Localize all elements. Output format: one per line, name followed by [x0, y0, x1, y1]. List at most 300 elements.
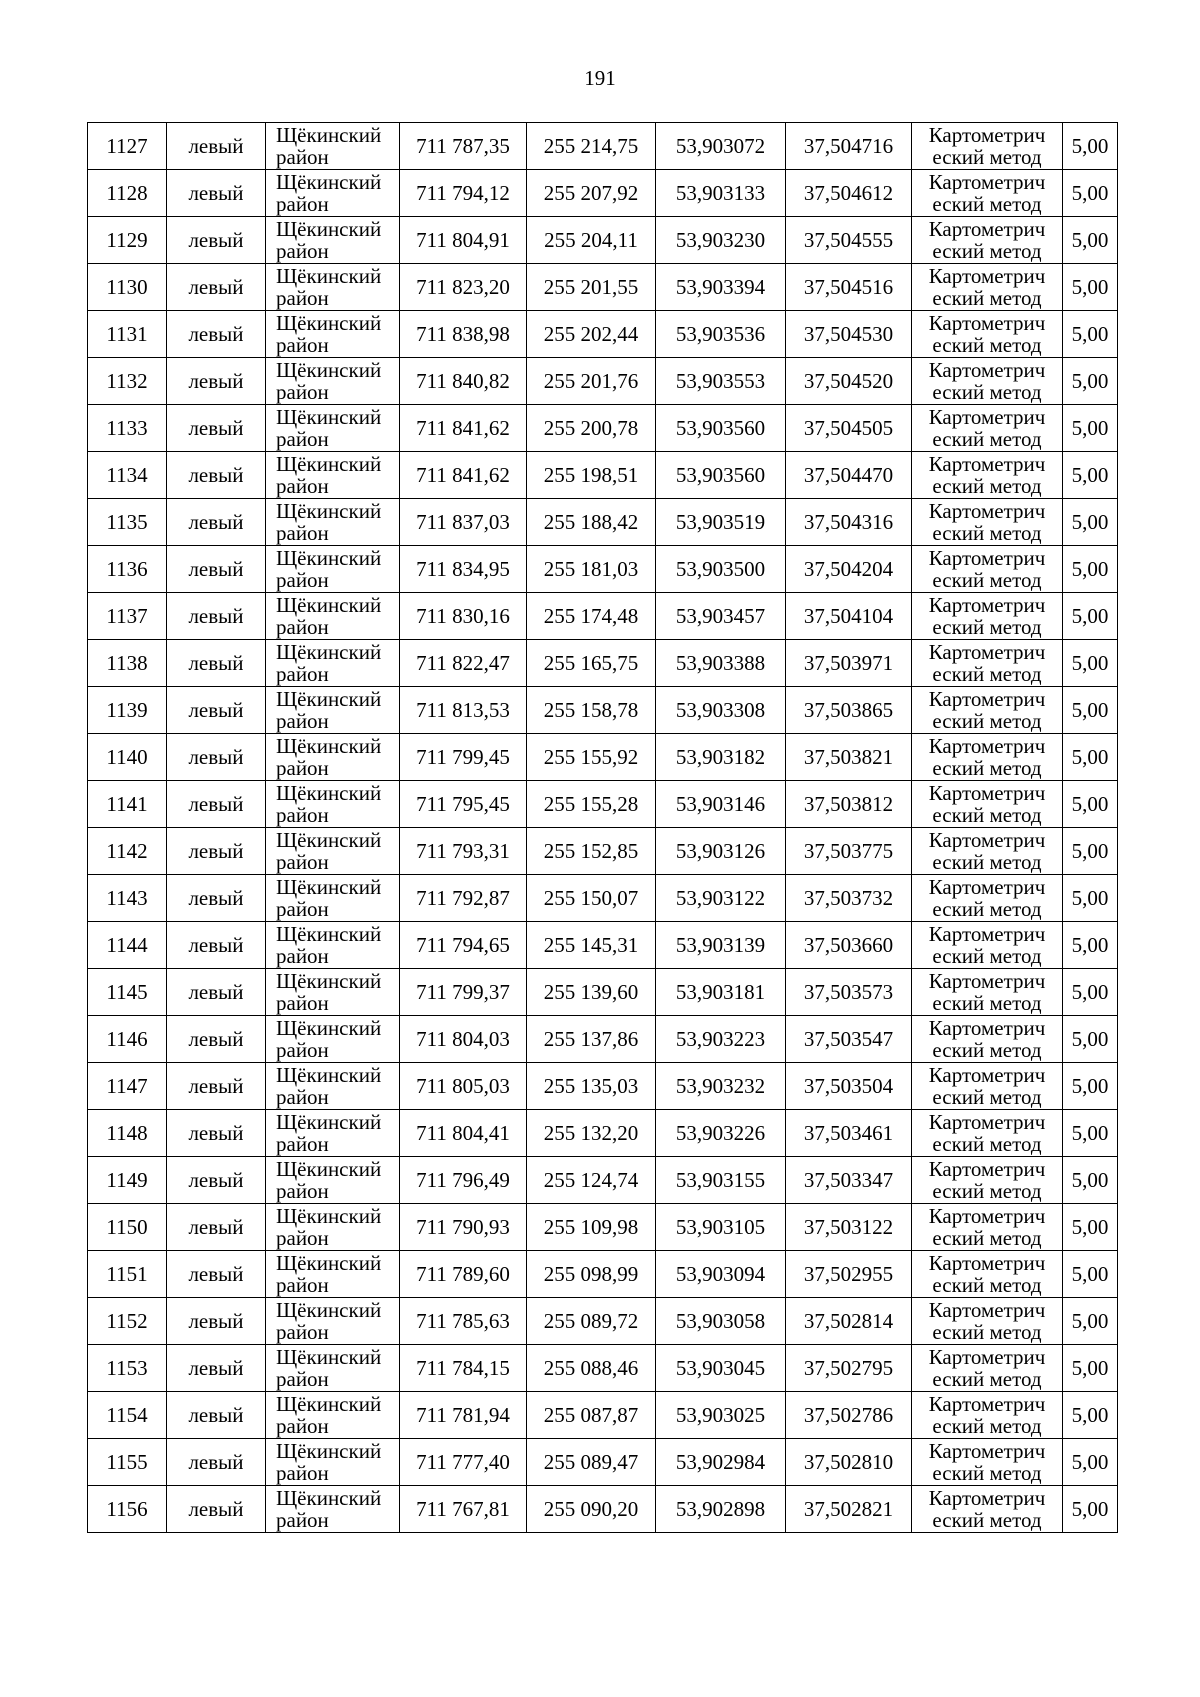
cell-district-line-2: район — [276, 474, 329, 498]
cell-latitude: 53,903308 — [656, 687, 786, 734]
table-row — [88, 593, 1118, 640]
cell-method-line-2: еский метод — [932, 1132, 1042, 1156]
cell-method — [912, 405, 1063, 452]
cell-accuracy: 5,00 — [1063, 123, 1118, 170]
cell-method-line-2: еский метод — [932, 615, 1042, 639]
cell-district-line-2: район — [276, 1508, 329, 1532]
table-row — [88, 1392, 1118, 1439]
cell-y-coordinate: 255 155,92 — [527, 734, 656, 781]
table-row — [88, 1204, 1118, 1251]
cell-district-line-1: Щёкинский — [276, 1016, 382, 1040]
cell-district — [266, 1345, 400, 1392]
cell-accuracy: 5,00 — [1063, 640, 1118, 687]
table-row — [88, 217, 1118, 264]
cell-district — [266, 123, 400, 170]
table-row — [88, 1016, 1118, 1063]
cell-method — [912, 311, 1063, 358]
cell-district-line-1: Щёкинский — [276, 1298, 382, 1322]
page-number: 191 — [584, 66, 616, 90]
cell-side: левый — [167, 311, 266, 358]
cell-method-line-2: еский метод — [932, 427, 1042, 451]
cell-method-line-2: еский метод — [932, 568, 1042, 592]
cell-y-coordinate: 255 135,03 — [527, 1063, 656, 1110]
cell-y-coordinate: 255 202,44 — [527, 311, 656, 358]
cell-accuracy: 5,00 — [1063, 734, 1118, 781]
cell-latitude: 53,903519 — [656, 499, 786, 546]
cell-point-number: 1131 — [88, 311, 167, 358]
cell-district-line-1: Щёкинский — [276, 1204, 382, 1228]
cell-side: левый — [167, 499, 266, 546]
cell-accuracy: 5,00 — [1063, 1251, 1118, 1298]
cell-point-number: 1149 — [88, 1157, 167, 1204]
cell-method-line-1: Картометрич — [928, 640, 1046, 664]
cell-x-coordinate: 711 767,81 — [400, 1486, 527, 1533]
cell-district-line-1: Щёкинский — [276, 1157, 382, 1181]
cell-side: левый — [167, 1251, 266, 1298]
cell-latitude: 53,903025 — [656, 1392, 786, 1439]
cell-x-coordinate: 711 841,62 — [400, 452, 527, 499]
cell-side: левый — [167, 1486, 266, 1533]
cell-x-coordinate: 711 793,31 — [400, 828, 527, 875]
cell-y-coordinate: 255 152,85 — [527, 828, 656, 875]
cell-accuracy: 5,00 — [1063, 264, 1118, 311]
cell-method-line-1: Картометрич — [928, 969, 1046, 993]
cell-district — [266, 1298, 400, 1345]
cell-longitude: 37,502795 — [786, 1345, 912, 1392]
cell-district-line-1: Щёкинский — [276, 687, 382, 711]
cell-side: левый — [167, 452, 266, 499]
cell-latitude: 53,903133 — [656, 170, 786, 217]
cell-district — [266, 1016, 400, 1063]
cell-x-coordinate: 711 837,03 — [400, 499, 527, 546]
cell-side: левый — [167, 123, 266, 170]
cell-point-number: 1145 — [88, 969, 167, 1016]
cell-latitude: 53,903182 — [656, 734, 786, 781]
cell-x-coordinate: 711 813,53 — [400, 687, 527, 734]
cell-longitude: 37,503775 — [786, 828, 912, 875]
cell-district-line-1: Щёкинский — [276, 922, 382, 946]
cell-method-line-1: Картометрич — [928, 922, 1046, 946]
cell-point-number: 1133 — [88, 405, 167, 452]
cell-method-line-2: еский метод — [932, 709, 1042, 733]
cell-accuracy: 5,00 — [1063, 781, 1118, 828]
cell-latitude: 53,903146 — [656, 781, 786, 828]
cell-method — [912, 734, 1063, 781]
cell-method-line-1: Картометрич — [928, 170, 1046, 194]
cell-method — [912, 828, 1063, 875]
cell-method-line-1: Картометрич — [928, 264, 1046, 288]
cell-method — [912, 1204, 1063, 1251]
cell-x-coordinate: 711 838,98 — [400, 311, 527, 358]
cell-x-coordinate: 711 823,20 — [400, 264, 527, 311]
table-row — [88, 1157, 1118, 1204]
cell-method — [912, 123, 1063, 170]
cell-district-line-2: район — [276, 145, 329, 169]
cell-method — [912, 922, 1063, 969]
cell-accuracy: 5,00 — [1063, 875, 1118, 922]
cell-method — [912, 1063, 1063, 1110]
cell-district — [266, 1392, 400, 1439]
cell-district-line-2: район — [276, 239, 329, 263]
cell-point-number: 1142 — [88, 828, 167, 875]
cell-district-line-1: Щёкинский — [276, 499, 382, 523]
cell-method-line-1: Картометрич — [928, 1392, 1046, 1416]
cell-method-line-1: Картометрич — [928, 734, 1046, 758]
cell-district — [266, 781, 400, 828]
cell-y-coordinate: 255 150,07 — [527, 875, 656, 922]
table-row — [88, 311, 1118, 358]
cell-method-line-2: еский метод — [932, 333, 1042, 357]
cell-accuracy: 5,00 — [1063, 828, 1118, 875]
cell-method-line-2: еский метод — [932, 145, 1042, 169]
cell-side: левый — [167, 1016, 266, 1063]
cell-method — [912, 1345, 1063, 1392]
cell-y-coordinate: 255 165,75 — [527, 640, 656, 687]
cell-district-line-2: район — [276, 1226, 329, 1250]
cell-x-coordinate: 711 796,49 — [400, 1157, 527, 1204]
cell-district-line-1: Щёкинский — [276, 358, 382, 382]
cell-longitude: 37,502814 — [786, 1298, 912, 1345]
cell-method-line-1: Картометрич — [928, 1345, 1046, 1369]
cell-longitude: 37,503347 — [786, 1157, 912, 1204]
cell-point-number: 1136 — [88, 546, 167, 593]
cell-y-coordinate: 255 088,46 — [527, 1345, 656, 1392]
cell-district — [266, 593, 400, 640]
cell-method — [912, 875, 1063, 922]
cell-district — [266, 1439, 400, 1486]
cell-y-coordinate: 255 207,92 — [527, 170, 656, 217]
cell-point-number: 1137 — [88, 593, 167, 640]
table-row — [88, 123, 1118, 170]
cell-side: левый — [167, 358, 266, 405]
cell-latitude: 53,903155 — [656, 1157, 786, 1204]
cell-method-line-1: Картометрич — [928, 311, 1046, 335]
cell-district — [266, 922, 400, 969]
cell-x-coordinate: 711 777,40 — [400, 1439, 527, 1486]
cell-x-coordinate: 711 822,47 — [400, 640, 527, 687]
cell-longitude: 37,503732 — [786, 875, 912, 922]
cell-method-line-2: еский метод — [932, 1367, 1042, 1391]
cell-y-coordinate: 255 145,31 — [527, 922, 656, 969]
cell-method-line-2: еский метод — [932, 991, 1042, 1015]
cell-side: левый — [167, 640, 266, 687]
cell-method-line-1: Картометрич — [928, 1016, 1046, 1040]
cell-method-line-2: еский метод — [932, 1085, 1042, 1109]
cell-longitude: 37,502955 — [786, 1251, 912, 1298]
cell-method-line-2: еский метод — [932, 1320, 1042, 1344]
cell-district-line-2: район — [276, 286, 329, 310]
cell-x-coordinate: 711 840,82 — [400, 358, 527, 405]
cell-method-line-1: Картометрич — [928, 546, 1046, 570]
cell-side: левый — [167, 264, 266, 311]
cell-longitude: 37,503971 — [786, 640, 912, 687]
cell-latitude: 53,903139 — [656, 922, 786, 969]
cell-district — [266, 969, 400, 1016]
cell-district-line-2: район — [276, 568, 329, 592]
cell-point-number: 1129 — [88, 217, 167, 264]
cell-latitude: 53,903072 — [656, 123, 786, 170]
cell-point-number: 1140 — [88, 734, 167, 781]
cell-point-number: 1141 — [88, 781, 167, 828]
table-row — [88, 405, 1118, 452]
table-row — [88, 969, 1118, 1016]
cell-accuracy: 5,00 — [1063, 1392, 1118, 1439]
cell-method-line-1: Картометрич — [928, 358, 1046, 382]
cell-district — [266, 264, 400, 311]
cell-method — [912, 1298, 1063, 1345]
cell-district — [266, 687, 400, 734]
cell-point-number: 1155 — [88, 1439, 167, 1486]
cell-longitude: 37,502810 — [786, 1439, 912, 1486]
cell-method-line-2: еский метод — [932, 662, 1042, 686]
cell-method-line-1: Картометрич — [928, 1204, 1046, 1228]
cell-point-number: 1154 — [88, 1392, 167, 1439]
cell-district-line-2: район — [276, 1461, 329, 1485]
cell-district-line-2: район — [276, 333, 329, 357]
cell-method-line-1: Картометрич — [928, 828, 1046, 852]
cell-district — [266, 311, 400, 358]
cell-x-coordinate: 711 795,45 — [400, 781, 527, 828]
cell-accuracy: 5,00 — [1063, 170, 1118, 217]
cell-point-number: 1135 — [88, 499, 167, 546]
cell-method-line-2: еский метод — [932, 944, 1042, 968]
cell-district — [266, 1204, 400, 1251]
cell-latitude: 53,903045 — [656, 1345, 786, 1392]
cell-side: левый — [167, 734, 266, 781]
cell-x-coordinate: 711 785,63 — [400, 1298, 527, 1345]
cell-longitude: 37,504470 — [786, 452, 912, 499]
cell-method — [912, 1392, 1063, 1439]
cell-district — [266, 734, 400, 781]
cell-district-line-2: район — [276, 1367, 329, 1391]
table-body — [88, 123, 1118, 1533]
cell-district-line-1: Щёкинский — [276, 828, 382, 852]
cell-latitude: 53,903457 — [656, 593, 786, 640]
cell-district-line-2: район — [276, 803, 329, 827]
cell-y-coordinate: 255 087,87 — [527, 1392, 656, 1439]
cell-side: левый — [167, 1345, 266, 1392]
cell-longitude: 37,503504 — [786, 1063, 912, 1110]
cell-longitude: 37,504530 — [786, 311, 912, 358]
table-row — [88, 1345, 1118, 1392]
cell-latitude: 53,903388 — [656, 640, 786, 687]
cell-longitude: 37,504104 — [786, 593, 912, 640]
cell-point-number: 1144 — [88, 922, 167, 969]
cell-point-number: 1146 — [88, 1016, 167, 1063]
cell-latitude: 53,903122 — [656, 875, 786, 922]
cell-district — [266, 452, 400, 499]
cell-y-coordinate: 255 089,47 — [527, 1439, 656, 1486]
cell-district-line-2: район — [276, 380, 329, 404]
cell-side: левый — [167, 922, 266, 969]
cell-point-number: 1150 — [88, 1204, 167, 1251]
cell-method-line-1: Картометрич — [928, 452, 1046, 476]
table-row — [88, 687, 1118, 734]
cell-longitude: 37,503122 — [786, 1204, 912, 1251]
cell-method-line-2: еский метод — [932, 474, 1042, 498]
cell-accuracy: 5,00 — [1063, 1157, 1118, 1204]
cell-side: левый — [167, 593, 266, 640]
cell-y-coordinate: 255 204,11 — [527, 217, 656, 264]
cell-accuracy: 5,00 — [1063, 217, 1118, 264]
cell-side: левый — [167, 1063, 266, 1110]
cell-district-line-1: Щёкинский — [276, 170, 382, 194]
cell-latitude: 53,903223 — [656, 1016, 786, 1063]
cell-district-line-1: Щёкинский — [276, 875, 382, 899]
cell-accuracy: 5,00 — [1063, 969, 1118, 1016]
cell-longitude: 37,502786 — [786, 1392, 912, 1439]
cell-district — [266, 1486, 400, 1533]
table-row — [88, 875, 1118, 922]
cell-accuracy: 5,00 — [1063, 1016, 1118, 1063]
cell-longitude: 37,503547 — [786, 1016, 912, 1063]
cell-point-number: 1153 — [88, 1345, 167, 1392]
cell-accuracy: 5,00 — [1063, 593, 1118, 640]
cell-y-coordinate: 255 124,74 — [527, 1157, 656, 1204]
cell-x-coordinate: 711 799,45 — [400, 734, 527, 781]
table-row — [88, 358, 1118, 405]
cell-district — [266, 640, 400, 687]
cell-method-line-2: еский метод — [932, 1226, 1042, 1250]
cell-method — [912, 1110, 1063, 1157]
table-row — [88, 734, 1118, 781]
table-row — [88, 452, 1118, 499]
cell-accuracy: 5,00 — [1063, 922, 1118, 969]
cell-x-coordinate: 711 841,62 — [400, 405, 527, 452]
cell-side: левый — [167, 875, 266, 922]
cell-district-line-2: район — [276, 615, 329, 639]
cell-district-line-2: район — [276, 850, 329, 874]
cell-side: левый — [167, 546, 266, 593]
cell-district — [266, 405, 400, 452]
cell-side: левый — [167, 969, 266, 1016]
cell-method-line-1: Картометрич — [928, 875, 1046, 899]
cell-side: левый — [167, 217, 266, 264]
cell-district — [266, 546, 400, 593]
cell-district-line-1: Щёкинский — [276, 452, 382, 476]
cell-x-coordinate: 711 804,03 — [400, 1016, 527, 1063]
cell-accuracy: 5,00 — [1063, 1063, 1118, 1110]
cell-x-coordinate: 711 805,03 — [400, 1063, 527, 1110]
cell-method-line-2: еский метод — [932, 756, 1042, 780]
cell-point-number: 1130 — [88, 264, 167, 311]
cell-district-line-1: Щёкинский — [276, 1486, 382, 1510]
cell-district-line-1: Щёкинский — [276, 1392, 382, 1416]
cell-district-line-1: Щёкинский — [276, 640, 382, 664]
cell-longitude: 37,504520 — [786, 358, 912, 405]
table-row — [88, 499, 1118, 546]
cell-accuracy: 5,00 — [1063, 405, 1118, 452]
cell-latitude: 53,903230 — [656, 217, 786, 264]
cell-longitude: 37,504716 — [786, 123, 912, 170]
table-row — [88, 1486, 1118, 1533]
cell-district-line-2: район — [276, 897, 329, 921]
cell-district — [266, 358, 400, 405]
cell-y-coordinate: 255 188,42 — [527, 499, 656, 546]
table-row — [88, 170, 1118, 217]
cell-accuracy: 5,00 — [1063, 1486, 1118, 1533]
cell-accuracy: 5,00 — [1063, 687, 1118, 734]
cell-y-coordinate: 255 158,78 — [527, 687, 656, 734]
cell-accuracy: 5,00 — [1063, 1110, 1118, 1157]
cell-district-line-1: Щёкинский — [276, 123, 382, 147]
cell-district — [266, 1251, 400, 1298]
cell-latitude: 53,903126 — [656, 828, 786, 875]
cell-accuracy: 5,00 — [1063, 499, 1118, 546]
cell-y-coordinate: 255 181,03 — [527, 546, 656, 593]
cell-accuracy: 5,00 — [1063, 311, 1118, 358]
cell-point-number: 1134 — [88, 452, 167, 499]
cell-method-line-2: еский метод — [932, 897, 1042, 921]
cell-method — [912, 546, 1063, 593]
cell-method — [912, 217, 1063, 264]
table-row — [88, 828, 1118, 875]
cell-y-coordinate: 255 098,99 — [527, 1251, 656, 1298]
cell-method-line-2: еский метод — [932, 239, 1042, 263]
cell-latitude: 53,902984 — [656, 1439, 786, 1486]
cell-method — [912, 1016, 1063, 1063]
cell-y-coordinate: 255 109,98 — [527, 1204, 656, 1251]
cell-x-coordinate: 711 784,15 — [400, 1345, 527, 1392]
cell-district-line-1: Щёкинский — [276, 969, 382, 993]
cell-point-number: 1143 — [88, 875, 167, 922]
cell-y-coordinate: 255 174,48 — [527, 593, 656, 640]
cell-method — [912, 264, 1063, 311]
cell-district — [266, 875, 400, 922]
cell-y-coordinate: 255 155,28 — [527, 781, 656, 828]
cell-point-number: 1127 — [88, 123, 167, 170]
cell-side: левый — [167, 1298, 266, 1345]
cell-point-number: 1138 — [88, 640, 167, 687]
cell-side: левый — [167, 1204, 266, 1251]
cell-x-coordinate: 711 792,87 — [400, 875, 527, 922]
cell-latitude: 53,903181 — [656, 969, 786, 1016]
cell-method — [912, 170, 1063, 217]
cell-latitude: 53,903553 — [656, 358, 786, 405]
cell-method-line-2: еский метод — [932, 803, 1042, 827]
cell-method-line-1: Картометрич — [928, 1486, 1046, 1510]
cell-district-line-2: район — [276, 192, 329, 216]
cell-method-line-2: еский метод — [932, 1273, 1042, 1297]
cell-method-line-1: Картометрич — [928, 687, 1046, 711]
cell-method-line-1: Картометрич — [928, 1439, 1046, 1463]
cell-method-line-2: еский метод — [932, 192, 1042, 216]
cell-x-coordinate: 711 787,35 — [400, 123, 527, 170]
cell-district-line-2: район — [276, 709, 329, 733]
cell-y-coordinate: 255 089,72 — [527, 1298, 656, 1345]
cell-district — [266, 1110, 400, 1157]
cell-method-line-2: еский метод — [932, 1414, 1042, 1438]
cell-method — [912, 687, 1063, 734]
cell-latitude: 53,903094 — [656, 1251, 786, 1298]
cell-district-line-1: Щёкинский — [276, 1063, 382, 1087]
cell-point-number: 1148 — [88, 1110, 167, 1157]
cell-method-line-1: Картометрич — [928, 1063, 1046, 1087]
table-row — [88, 922, 1118, 969]
cell-longitude: 37,504612 — [786, 170, 912, 217]
cell-method — [912, 640, 1063, 687]
cell-district-line-1: Щёкинский — [276, 1251, 382, 1275]
cell-latitude: 53,903105 — [656, 1204, 786, 1251]
cell-latitude: 53,903058 — [656, 1298, 786, 1345]
cell-method-line-2: еский метод — [932, 521, 1042, 545]
cell-x-coordinate: 711 830,16 — [400, 593, 527, 640]
cell-side: левый — [167, 1157, 266, 1204]
cell-district-line-2: район — [276, 427, 329, 451]
cell-point-number: 1132 — [88, 358, 167, 405]
cell-accuracy: 5,00 — [1063, 358, 1118, 405]
cell-method — [912, 452, 1063, 499]
